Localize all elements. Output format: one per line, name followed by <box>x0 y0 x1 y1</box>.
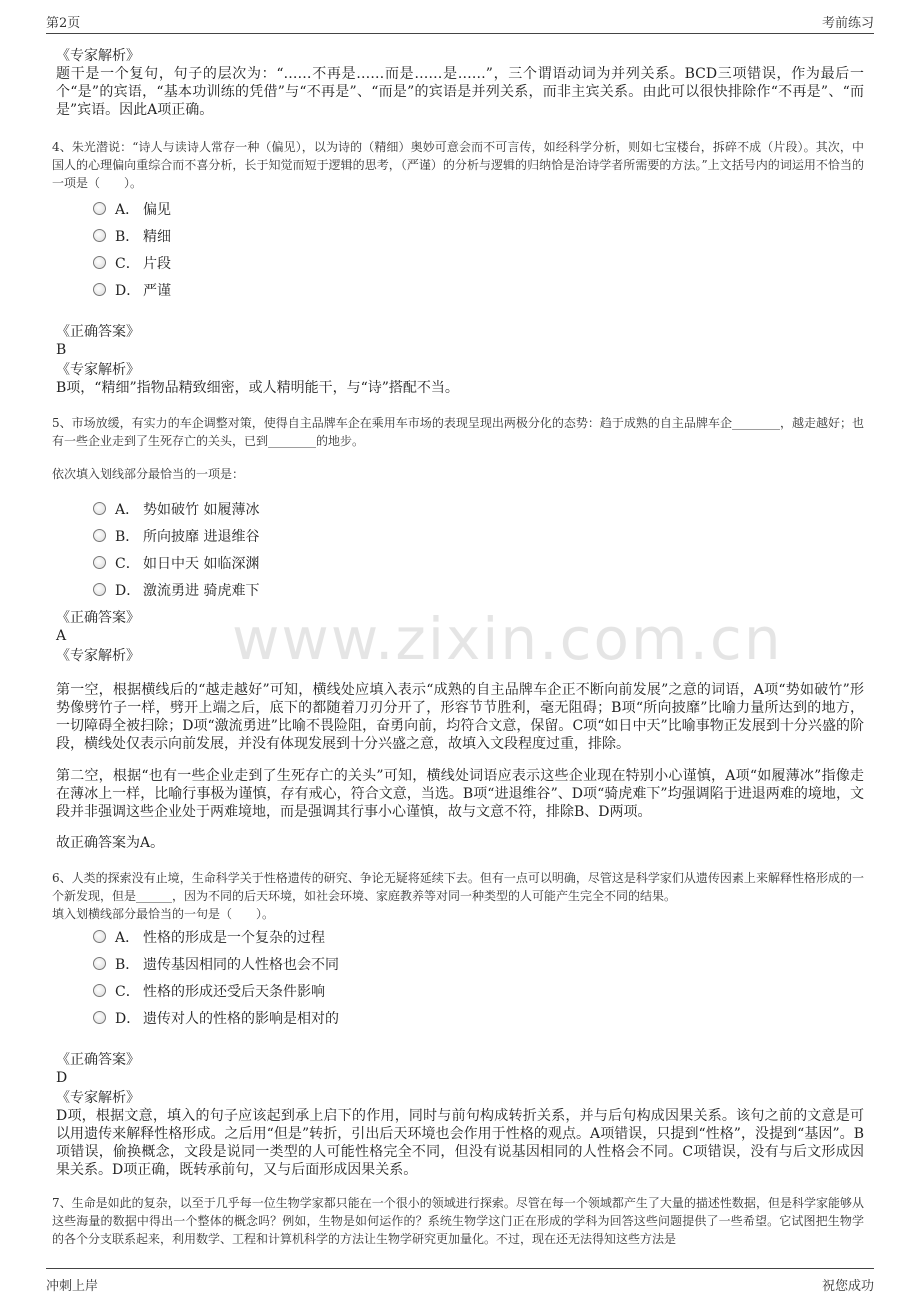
q5-analysis-p3: 故正确答案为A。 <box>56 835 165 851</box>
q6-answer: D <box>56 1070 68 1086</box>
radio-icon[interactable] <box>93 984 106 997</box>
answer-label: 《正确答案》 <box>56 324 140 340</box>
watermark: www.zixin.com.cn <box>232 605 783 673</box>
q6-option-d[interactable]: D． 遗传对人的性格的影响是相对的 <box>93 1004 339 1031</box>
answer-label: 《正确答案》 <box>56 610 140 626</box>
radio-icon[interactable] <box>93 502 106 515</box>
q5-options <box>93 495 259 603</box>
q4-stem: 4、朱光潜说：“诗人与读诗人常存一种（偏见），以为诗的（精细）奥妙可意会而不可言传，如经科学分析，则如七宝楼台，拆碎不成（片段）。其次，中国人的心理偏向重综合而不喜分析，长于知觉而短于逻辑的思考，（严谨）的分析与逻辑的归纳恰是治诗学者所需要的方法。”上文括号内的词运用不恰当的一项是（ ）。 <box>52 140 864 190</box>
q7-stem: 7、生命是如此的复杂，以至于几乎每一位生物学家都只能在一个很小的领域进行探索。尽管在每一个领域都产生了大量的描述性数据，但是科学家能够从这些海量的数据中得出一个整体的概念吗？例如，生物是如何运作的？系统生物学这门正在形成的学科为回答这些问题提供了一些希望。它试图把生物学的各个分支联系起来，利用数学、工程和计算机科学的方法让生物学研究更加量化。不过，现在还无法得知这些方法是 <box>52 1196 864 1246</box>
q5-option-a[interactable]: A． 势如破竹 如履薄冰 <box>93 495 259 522</box>
q4-analysis: B项，“精细”指物品精致细密，或人精明能干，与“诗”搭配不当。 <box>56 380 459 396</box>
radio-icon[interactable] <box>93 930 106 943</box>
q6-option-b[interactable]: B． 遗传基因相同的人性格也会不同 <box>93 950 339 977</box>
analysis-label: 《专家解析》 <box>56 1090 140 1106</box>
q5-analysis-p1: 第一空，根据横线后的“越走越好”可知，横线处应填入表示“成熟的自主品牌车企正不断向前发展”之意的词语，A项“势如破竹”形势像劈竹子一样，劈开上端之后，底下的都随着刀刃分开了，形容节节胜利，毫无阻碍；B项“所向披靡”比喻力量所达到的地方，一切障碍全被扫除；D项“激流勇进”比喻不畏险阻，奋勇向前，均符合文意，保留。C项“如日中天”比喻事物正发展到十分兴盛的阶段，横线处仅表示向前发展，并没有体现发展到十分兴盛之意，故填入文段程度过重，排除。 <box>56 682 864 752</box>
q4-option-a[interactable]: A． 偏见 <box>93 195 171 222</box>
page-header <box>46 8 874 34</box>
q5-prompt: 依次填入划线部分最恰当的一项是： <box>52 467 245 481</box>
radio-icon[interactable] <box>93 202 106 215</box>
header-title: 考前练习 <box>821 16 874 31</box>
q5-answer: A <box>56 628 67 644</box>
radio-icon[interactable] <box>93 957 106 970</box>
q6-option-a[interactable]: A． 性格的形成是一个复杂的过程 <box>93 923 339 950</box>
q6-analysis: D项，根据文意，填入的句子应该起到承上启下的作用，同时与前句构成转折关系，并与后句构成因果关系。该句之前的文意是可以用遗传来解释性格形成。之后用“但是”转折，引出后天环境也会作用于性格的观点。A项错误，只提到“性格”，没提到“基因”。B项错误，偷换概念，文段是说同一类型的人可能性格完全不同，但没有说基因相同的人性格会不同。C项错误，没有与后文形成因果关系。D项正确，既转承前句，又与后面形成因果关系。 <box>56 1108 864 1178</box>
radio-icon[interactable] <box>93 529 106 542</box>
q5-analysis-p2: 第二空，根据“也有一些企业走到了生死存亡的关头”可知，横线处词语应表示这些企业现在特别小心谨慎，A项“如履薄冰”指像走在薄冰上一样，比喻行事极为谨慎，存有戒心，符合文意，当选。B项“进退维谷”、D项“骑虎难下”均强调陷于进退两难的境地，文段并非强调这些企业处于两难境地，而是强调其行事小心谨慎，故与文意不符，排除B、D两项。 <box>56 768 864 820</box>
q4-option-d[interactable]: D． 严谨 <box>93 276 171 303</box>
q4-option-c[interactable]: C． 片段 <box>93 249 171 276</box>
q4-answer: B <box>56 342 67 358</box>
analysis-label: 《专家解析》 <box>56 362 140 378</box>
answer-label: 《正确答案》 <box>56 1052 140 1068</box>
radio-icon[interactable] <box>93 229 106 242</box>
radio-icon[interactable] <box>93 256 106 269</box>
q5-option-b[interactable]: B． 所向披靡 进退维谷 <box>93 522 259 549</box>
page-number: 第2页 <box>46 16 81 31</box>
q4-options <box>93 195 171 303</box>
q6-option-c[interactable]: C． 性格的形成还受后天条件影响 <box>93 977 339 1004</box>
q4-option-b[interactable]: B． 精细 <box>93 222 171 249</box>
q3-analysis: 题干是一个复句，句子的层次为：“……不再是……而是……是……”，三个谓语动词为并列关系。BCD三项错误，作为最后一个“是”的宾语，“基本功训练的凭借”与“不再是”、“而是”的宾语是并列关系，而非主宾关系。由此可以很快排除作“不再是”、“而是”宾语。因此A项正确。 <box>56 66 864 118</box>
radio-icon[interactable] <box>93 583 106 596</box>
analysis-label: 《专家解析》 <box>56 48 140 64</box>
q5-option-c[interactable]: C． 如日中天 如临深渊 <box>93 549 259 576</box>
footer-right: 祝您成功 <box>821 1279 874 1294</box>
footer-left: 冲刺上岸 <box>46 1279 99 1294</box>
radio-icon[interactable] <box>93 1011 106 1024</box>
q6-stem: 6、人类的探索没有止境，生命科学关于性格遗传的研究、争论无疑将延续下去。但有一点可以明确，尽管这是科学家们从遗传因素上来解释性格形成的一个新发现，但是______，因为不同的后天环境，如社会环境、家庭教养等对同一种类型的人可能产生完全不同的结果。 <box>52 871 864 903</box>
q6-options <box>93 923 339 1031</box>
radio-icon[interactable] <box>93 556 106 569</box>
q5-option-d[interactable]: D． 激流勇进 骑虎难下 <box>93 576 259 603</box>
q6-prompt: 填入划横线部分最恰当的一句是（ ）。 <box>52 907 275 921</box>
page-footer <box>46 1268 874 1294</box>
q5-stem: 5、市场放缓，有实力的车企调整对策，使得自主品牌车企在乘用车市场的表现呈现出两极分化的态势：趋于成熟的自主品牌车企________，越走越好；也有一些企业走到了生死存亡的关头，已到________的地步。 <box>52 416 864 448</box>
radio-icon[interactable] <box>93 283 106 296</box>
analysis-label: 《专家解析》 <box>56 648 140 664</box>
